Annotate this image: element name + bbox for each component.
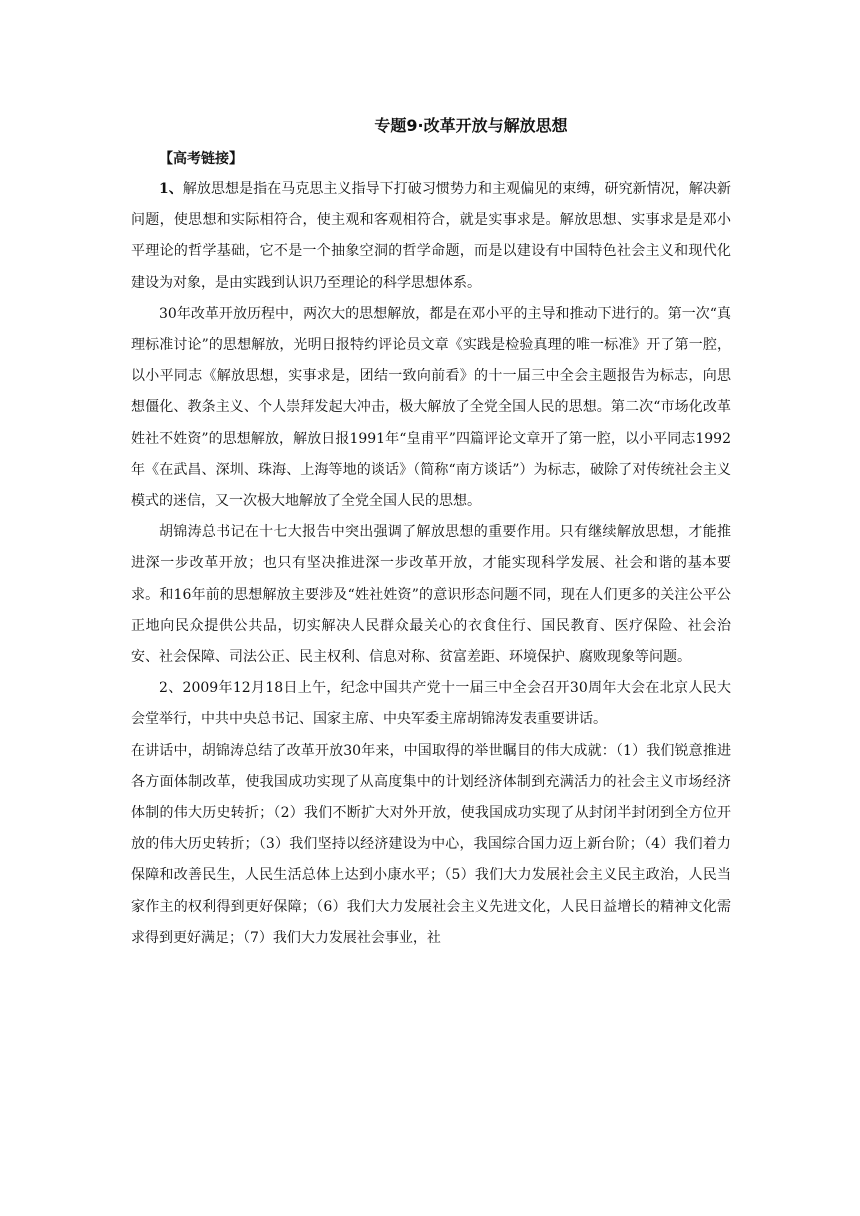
paragraph-2-text: 30年改革开放历程中，两次大的思想解放，都是在邓小平的主导和推动下进行的。第一次“真理标准讨论”的思想解放，光明日报特约评论员文章《实践是检验真理的唯一标准》开了第一腔，以小平同志《解放思想，实事求是，团结一致向前看》的十一届三中全会主题报告为标志，向思想僵化、教条主义、个人崇拜发起大冲击，极大解放了全党全国人民的思想。第二次“市场化改革姓社不姓资”的思想解放，解放日报1991年“皇甫平”四篇评论文章开了第一腔，以小平同志1992年《在武昌、深圳、珠海、上海等地的谈话》（简称“南方谈话”）为标志，破除了对传统社会主义模式的迷信，又一次极大地解放了全党全国人民的思想。 <box>131 305 731 510</box>
paragraph-2 <box>131 299 731 517</box>
document-title: 专题9·改革开放与解放思想 <box>374 116 568 135</box>
paragraph-4 <box>131 673 731 735</box>
section-heading: 【高考链接】 <box>159 151 243 167</box>
paragraph-1-text: 解放思想是指在马克思主义指导下打破习惯势力和主观偏见的束缚，研究新情况，解决新问题，使思想和实际相符合，使主观和客观相符合，就是实事求是。解放思想、实事求是是邓小平理论的哲学基础，它不是一个抽象空洞的哲学命题，而是以建设有中国特色社会主义和现代化建设为对象，是由实践到认识乃至理论的科学思想体系。 <box>131 181 731 291</box>
paragraph-3 <box>131 517 731 673</box>
paragraph-5-text: 在讲话中，胡锦涛总结了改革开放30年来，中国取得的举世瞩目的伟大成就：（1）我们锐意推进各方面体制改革，使我国成功实现了从高度集中的计划经济体制到充满活力的社会主义市场经济体制的伟大历史转折；（2）我们不断扩大对外开放，使我国成功实现了从封闭半封闭到全方位开放的伟大历史转折；（3）我们坚持以经济建设为中心，我国综合国力迈上新台阶；（4）我们着力保障和改善民生，人民生活总体上达到小康水平；（5）我们大力发展社会主义民主政治，人民当家作主的权利得到更好保障；（6）我们大力发展社会主义先进文化，人民日益增长的精神文化需求得到更好满足；（7）我们大力发展社会事业，社 <box>131 742 731 946</box>
paragraph-5 <box>131 736 731 954</box>
document-body <box>131 112 731 954</box>
paragraph-1 <box>131 174 731 299</box>
paragraph-4-text: 2、2009年12月18日上午，纪念中国共产党十一届三中全会召开30周年大会在北京人民大会堂举行，中共中央总书记、国家主席、中央军委主席胡锦涛发表重要讲话。 <box>131 680 731 728</box>
paragraph-1-lead: 1、 <box>159 181 183 197</box>
paragraph-3-text: 胡锦涛总书记在十七大报告中突出强调了解放思想的重要作用。只有继续解放思想，才能推进深一步改革开放；也只有坚决推进深一步改革开放，才能实现科学发展、社会和谐的基本要求。和16年前的思想解放主要涉及“姓社姓资”的意识形态问题不同，现在人们更多的关注公平公正地向民众提供公共品，切实解决人民群众最关心的衣食住行、国民教育、医疗保险、社会治安、社会保障、司法公正、民主权利、信息对称、贫富差距、环境保护、腐败现象等问题。 <box>131 524 731 666</box>
